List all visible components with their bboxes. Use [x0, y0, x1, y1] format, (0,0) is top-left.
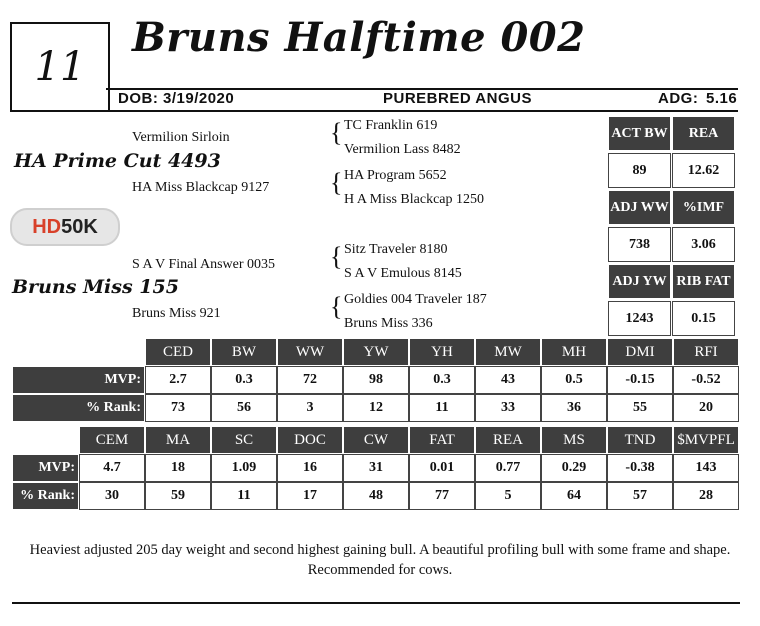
- epd-mvp-value: -0.15: [607, 366, 673, 394]
- epd-header: DOC: [277, 426, 343, 454]
- stat-value: 3.06: [672, 227, 735, 262]
- hd50k-logo: [10, 208, 120, 246]
- stat-value: 12.62: [672, 153, 735, 188]
- animal-name: Bruns Halftime 002: [132, 14, 586, 61]
- stat-label: %IMF: [672, 190, 735, 225]
- epd-mvp-value: 16: [277, 454, 343, 482]
- dam-sire-sire: Sitz Traveler 8180: [344, 242, 448, 257]
- epd-rank-value: 73: [145, 394, 211, 422]
- sire-name: HA Prime Cut 4493: [14, 150, 221, 172]
- epd-mvp-value: 0.3: [409, 366, 475, 394]
- epd-header: MS: [541, 426, 607, 454]
- bottom-rule: [12, 602, 740, 604]
- epd-header: REA: [475, 426, 541, 454]
- brace-3: {: [330, 242, 343, 271]
- epd-mvp-value: 0.01: [409, 454, 475, 482]
- stat-label: ADJ YW: [608, 264, 671, 299]
- stat-label: RIB FAT: [672, 264, 735, 299]
- sire-sire-sire: TC Franklin 619: [344, 118, 438, 133]
- dam-dam-sire: Goldies 004 Traveler 187: [344, 292, 487, 307]
- hd50k-logo-50k: 50K: [61, 215, 98, 238]
- stat-label: REA: [672, 116, 735, 151]
- dam-sire-dam: S A V Emulous 8145: [344, 266, 462, 281]
- epd-mvp-value: 43: [475, 366, 541, 394]
- epd-mvp-value: 0.77: [475, 454, 541, 482]
- epd-mvp-value: 18: [145, 454, 211, 482]
- sire-sire: Vermilion Sirloin: [132, 130, 230, 145]
- epd-rank-value: 36: [541, 394, 607, 422]
- epd-header: CED: [145, 338, 211, 366]
- epd-mvp-value: -0.52: [673, 366, 739, 394]
- dob: DOB: 3/19/2020: [118, 90, 235, 107]
- epd-rank-value: 55: [607, 394, 673, 422]
- sire-dam-sire: HA Program 5652: [344, 168, 447, 183]
- epd-header: CW: [343, 426, 409, 454]
- mvp-row-label: MVP:: [12, 366, 145, 394]
- adg-value: 5.16: [706, 90, 738, 107]
- epd-mvp-value: 72: [277, 366, 343, 394]
- epd-header: MW: [475, 338, 541, 366]
- epd-rank-value: 5: [475, 482, 541, 510]
- stat-label: ACT BW: [608, 116, 671, 151]
- epd-header: SC: [211, 426, 277, 454]
- hd50k-logo-hd: HD: [32, 215, 62, 238]
- epd-mvp-value: 0.29: [541, 454, 607, 482]
- epd-header: $MVPFL: [673, 426, 739, 454]
- rank-row-label: % Rank:: [12, 394, 145, 422]
- epd-header: MH: [541, 338, 607, 366]
- dam-name: Bruns Miss 155: [12, 276, 179, 298]
- epd-rank-value: 77: [409, 482, 475, 510]
- epd-rank-value: 28: [673, 482, 739, 510]
- epd-header: CEM: [79, 426, 145, 454]
- lot-number-box: [10, 22, 110, 112]
- dam-sire: S A V Final Answer 0035: [132, 257, 276, 272]
- header-bottom-rule: [106, 110, 738, 112]
- epd-header: MA: [145, 426, 211, 454]
- stat-value: 1243: [608, 301, 671, 336]
- epd-mvp-value: 1.09: [211, 454, 277, 482]
- epd-header: RFI: [673, 338, 739, 366]
- epd-mvp-value: 31: [343, 454, 409, 482]
- epd-rank-value: 64: [541, 482, 607, 510]
- stat-value: 89: [608, 153, 671, 188]
- mvp-row-label: MVP:: [12, 454, 79, 482]
- epd-rank-value: 20: [673, 394, 739, 422]
- epd-header: FAT: [409, 426, 475, 454]
- sire-sire-dam: Vermilion Lass 8482: [344, 142, 461, 157]
- brace-2: {: [330, 168, 343, 197]
- brace-1: {: [330, 118, 343, 147]
- dam-dam: Bruns Miss 921: [132, 306, 221, 321]
- stat-value: 0.15: [672, 301, 735, 336]
- dam-dam-dam: Bruns Miss 336: [344, 316, 433, 331]
- epd-rank-value: 12: [343, 394, 409, 422]
- epd-rank-value: 56: [211, 394, 277, 422]
- epd-header: TND: [607, 426, 673, 454]
- stat-label: ADJ WW: [608, 190, 671, 225]
- sire-dam: HA Miss Blackcap 9127: [132, 180, 270, 195]
- epd-rank-value: 30: [79, 482, 145, 510]
- epd-header: DMI: [607, 338, 673, 366]
- epd-rank-value: 11: [409, 394, 475, 422]
- epd-header: BW: [211, 338, 277, 366]
- stat-value: 738: [608, 227, 671, 262]
- epd-header: YH: [409, 338, 475, 366]
- epd-mvp-value: 98: [343, 366, 409, 394]
- epd-header: WW: [277, 338, 343, 366]
- sire-dam-dam: H A Miss Blackcap 1250: [344, 192, 484, 207]
- epd-rank-value: 57: [607, 482, 673, 510]
- adg-label: ADG:: [658, 90, 699, 107]
- epd-mvp-value: 0.3: [211, 366, 277, 394]
- epd-mvp-value: 4.7: [79, 454, 145, 482]
- epd-mvp-value: 143: [673, 454, 739, 482]
- epd-header: YW: [343, 338, 409, 366]
- epd-rank-value: 59: [145, 482, 211, 510]
- comment-text: Heaviest adjusted 205 day weight and second highest gaining bull. A beautiful profiling bull with some frame and shape. Recommended for cows.: [29, 542, 731, 578]
- epd-rank-value: 33: [475, 394, 541, 422]
- brace-4: {: [330, 292, 343, 321]
- lot-number: 11: [34, 44, 86, 90]
- epd-rank-value: 3: [277, 394, 343, 422]
- epd-rank-value: 48: [343, 482, 409, 510]
- breed: PUREBRED ANGUS: [383, 90, 532, 107]
- epd-mvp-value: -0.38: [607, 454, 673, 482]
- epd-mvp-value: 2.7: [145, 366, 211, 394]
- rank-row-label: % Rank:: [12, 482, 79, 510]
- epd-mvp-value: 0.5: [541, 366, 607, 394]
- epd-rank-value: 17: [277, 482, 343, 510]
- epd-rank-value: 11: [211, 482, 277, 510]
